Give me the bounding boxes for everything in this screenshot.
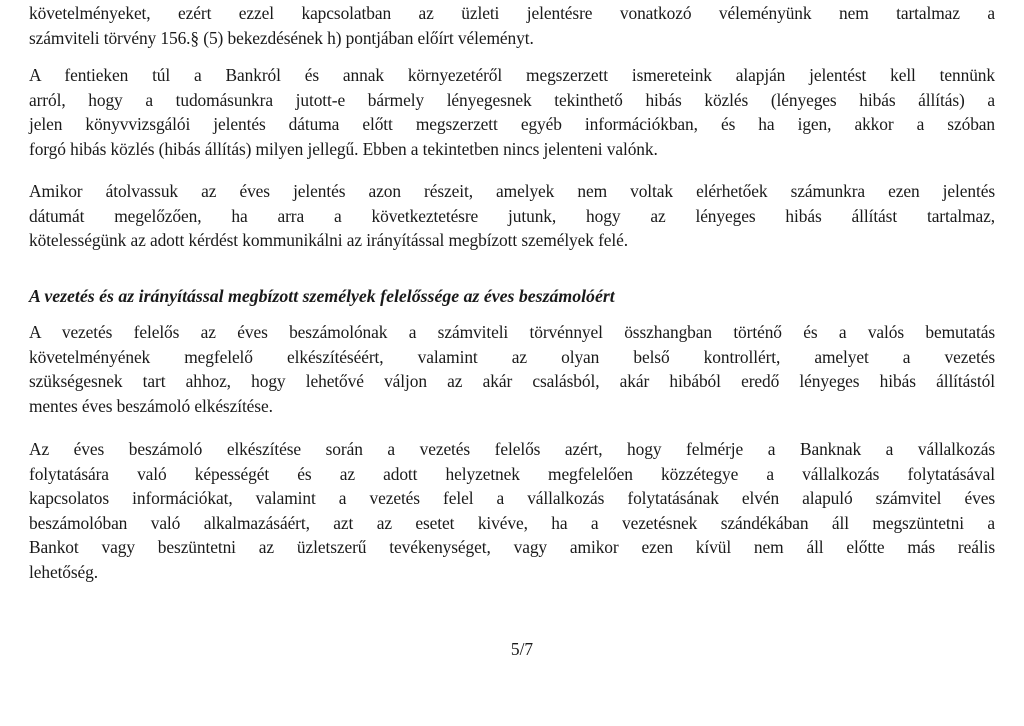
text-line: beszámolóban való alkalmazásáért, azt az esetet kivéve, ha a vezetésnek szándékában áll megszüntetni a	[29, 512, 995, 533]
section-heading: A vezetés és az irányítással megbízott személyek felelőssége az éves beszámolóért	[29, 286, 615, 306]
text-line: Bankot vagy beszüntetni az üzletszerű tevékenységet, vagy amikor ezen kívül nem áll előtte más reális	[29, 537, 995, 558]
text-line: követelményeket, ezért ezzel kapcsolatban az üzleti jelentésre vonatkozó véleményünk nem tartalmaz a	[29, 3, 995, 23]
text-line: kötelességünk az adott kérdést kommunikálni az irányítással megbízott személyek felé.	[29, 230, 629, 251]
text-line: A vezetés felelős az éves beszámolónak a számviteli törvénnyel összhangban történő és a valós bemutatás	[29, 322, 995, 342]
paragraph-audit-opinion-note	[29, 1, 995, 50]
text-line: lehetőség.	[29, 561, 99, 582]
text-line: forgó hibás közlés (hibás állítás) milyen jellegű. Ebben a tekintetben nincs jelenteni valónk.	[29, 138, 658, 159]
paragraph-going-concern	[29, 437, 995, 585]
text-line: számviteli törvény 156.§ (5) bekezdésének h) pontjában előírt véleményt.	[29, 27, 534, 48]
text-line: folytatására való képességét és az adott helyzetnek megfelelően közzétegye a vállalkozás folytatásával	[29, 463, 995, 484]
paragraph-annual-report-reading	[29, 179, 995, 253]
text-line: Az éves beszámoló elkészítése során a vezetés felelős azért, hogy felmérje a Banknak a vállalkozás	[29, 439, 995, 459]
page-number: 5/7	[510, 639, 534, 659]
text-line: Amikor átolvassuk az éves jelentés azon részeit, amelyek nem voltak elérhetőek számunkra ezen jelentés	[29, 181, 995, 201]
text-line: kapcsolatos információkat, valamint a vezetés felel a vállalkozás folytatásának elvén alapuló számvitel éves	[29, 488, 995, 509]
text-line: jelen könyvvizsgálói jelentés dátuma előtt megszerzett egyéb információkban, és ha igen, akkor a szóban	[29, 114, 995, 135]
text-line: A fentieken túl a Bankról és annak környezetéről megszerzett ismereteink alapján jelentést kell tennünk	[29, 65, 995, 85]
text-line: mentes éves beszámoló elkészítése.	[29, 395, 273, 416]
paragraph-management-responsibility	[29, 320, 995, 418]
paragraph-other-information	[29, 63, 995, 161]
text-line: arról, hogy a tudomásunkra jutott-e bármely lényegesnek tekinthető hibás közlés (lényeges hibás állítás) a	[29, 89, 995, 110]
text-line: dátumát megelőzően, ha arra a következtetésre jutunk, hogy az lényeges hibás állítást tartalmaz,	[29, 205, 995, 226]
text-line: követelményének megfelelő elkészítéséért, valamint az olyan belső kontrollért, amelyet a vezetés	[29, 346, 995, 367]
text-line: szükségesnek tart ahhoz, hogy lehetővé váljon az akár csalásból, akár hibából eredő lényeges hibás állítástól	[29, 371, 995, 392]
